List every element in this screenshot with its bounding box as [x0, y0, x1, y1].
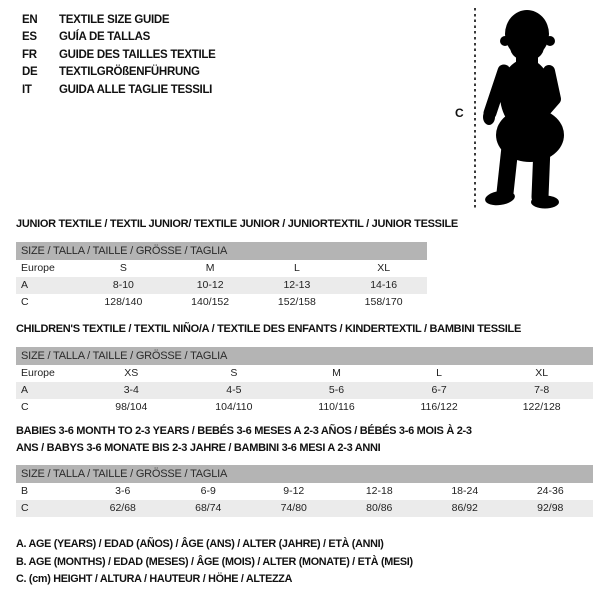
table-cell: 80/86: [366, 502, 393, 514]
table-cell: 10-12: [196, 279, 224, 291]
row-label: A: [21, 384, 29, 396]
size-table-babies: [16, 465, 593, 517]
table-row: [16, 260, 427, 277]
toddler-silhouette: [478, 9, 574, 210]
table-cell: 18-24: [451, 485, 479, 497]
table-cell: 7-8: [534, 384, 550, 396]
legend-footnotes: [16, 536, 413, 589]
list-item: [22, 11, 216, 29]
table-cell: 86/92: [451, 502, 478, 514]
row-label: Europe: [21, 367, 55, 379]
table-cell: 158/170: [364, 296, 403, 308]
height-marker-label: C: [455, 106, 464, 120]
table-size-header: SIZE / TALLA / TAILLE / GRÖSSE / TAGLIA: [16, 465, 593, 483]
table-cell: S: [119, 262, 127, 274]
language-label: TEXTILGRÖßENFÜHRUNG: [59, 66, 200, 79]
table-cell: 6-7: [431, 384, 447, 396]
table-cell: L: [293, 262, 300, 274]
language-code: DE: [22, 66, 38, 79]
table-cell: M: [332, 367, 341, 379]
table-cell: 74/80: [280, 502, 307, 514]
table-size-header: SIZE / TALLA / TAILLE / GRÖSSE / TAGLIA: [16, 242, 427, 260]
table-cell: 128/140: [104, 296, 143, 308]
table-cell: S: [230, 367, 238, 379]
table-cell: 98/104: [115, 401, 148, 413]
language-guide-list: [22, 11, 216, 99]
table-cell: M: [205, 262, 215, 274]
table-cell: 12-13: [283, 279, 311, 291]
row-label: A: [21, 279, 29, 291]
table-row: [16, 382, 593, 399]
table-cell: 9-12: [283, 485, 305, 497]
size-table-junior: [16, 242, 427, 311]
row-label: C: [21, 502, 29, 514]
table-cell: 5-6: [328, 384, 345, 396]
table-size-header: SIZE / TALLA / TAILLE / GRÖSSE / TAGLIA: [16, 347, 593, 365]
table-cell: XL: [377, 262, 391, 274]
table-cell: 92/98: [537, 502, 564, 514]
table-row: [16, 483, 593, 500]
table-cell: 3-4: [123, 384, 139, 396]
footnote-b: B. AGE (MONTHS) / EDAD (MESES) / ÂGE (MOIS) / ALTER (MONATE) / ETÀ (MESI): [16, 555, 413, 568]
table-row: [16, 399, 593, 416]
table-row: [16, 294, 427, 311]
list-item: [22, 81, 216, 99]
table-cell: 62/68: [109, 502, 136, 514]
table-cell: XL: [535, 367, 549, 379]
row-label: C: [21, 401, 29, 413]
table-cell: L: [436, 367, 442, 379]
language-label: GUÍA DE TALLAS: [59, 31, 150, 44]
children-table-title: CHILDREN'S TEXTILE / TEXTIL NIÑO/A / TEXTILE DES ENFANTS / KINDERTEXTIL / BAMBINI TESSILE: [16, 323, 521, 335]
language-label: TEXTILE SIZE GUIDE: [59, 13, 170, 26]
row-label: Europe: [21, 262, 55, 274]
row-label: B: [21, 485, 29, 497]
table-cell: 104/110: [215, 401, 253, 413]
table-cell: 68/74: [195, 502, 222, 514]
size-table-children: [16, 347, 593, 416]
table-cell: 12-18: [365, 485, 393, 497]
list-item: [22, 64, 216, 82]
language-code: EN: [22, 13, 38, 26]
list-item: [22, 46, 216, 64]
table-cell: 122/128: [522, 401, 561, 413]
babies-table-title: BABIES 3-6 MONTH TO 2-3 YEARS / BEBÉS 3-6 MESES A 2-3 AÑOS / BÉBÉS 3-6 MOIS À 2-3 ANS / BABYS 3-6 MONATE BIS 2-3 JAHRE / BAMBINI 3-6 MESI A 2-3 ANNI: [16, 425, 472, 454]
table-cell: XS: [124, 367, 139, 379]
language-code: ES: [22, 31, 37, 44]
table-cell: 3-6: [115, 485, 131, 497]
table-cell: 152/158: [277, 296, 316, 308]
table-cell: 140/152: [191, 296, 230, 308]
table-row: [16, 365, 593, 382]
row-label: C: [21, 296, 29, 308]
language-label: GUIDA ALLE TAGLIE TESSILI: [59, 83, 213, 96]
language-label: GUIDE DES TAILLES TEXTILE: [59, 48, 216, 61]
table-cell: 6-9: [200, 485, 216, 497]
junior-table-title: JUNIOR TEXTILE / TEXTIL JUNIOR/ TEXTILE JUNIOR / JUNIORTEXTIL / JUNIOR TESSILE: [16, 218, 458, 230]
list-item: [22, 29, 216, 47]
language-code: FR: [22, 48, 37, 61]
table-cell: 116/122: [420, 401, 458, 413]
table-cell: 110/116: [318, 401, 355, 413]
table-cell: 14-16: [370, 279, 398, 291]
table-cell: 4-5: [226, 384, 242, 396]
footnote-c: C. (cm) HEIGHT / ALTURA / HAUTEUR / HÖHE / ALTEZZA: [16, 573, 293, 585]
table-row: [16, 500, 593, 517]
table-cell: 24-36: [536, 485, 564, 497]
language-code: IT: [22, 83, 32, 96]
table-row: [16, 277, 427, 294]
table-cell: 8-10: [112, 279, 134, 291]
footnote-a: A. AGE (YEARS) / EDAD (AÑOS) / ÂGE (ANS) / ALTER (JAHRE) / ETÀ (ANNI): [16, 538, 384, 550]
height-marker-dashed-line: [474, 8, 476, 208]
